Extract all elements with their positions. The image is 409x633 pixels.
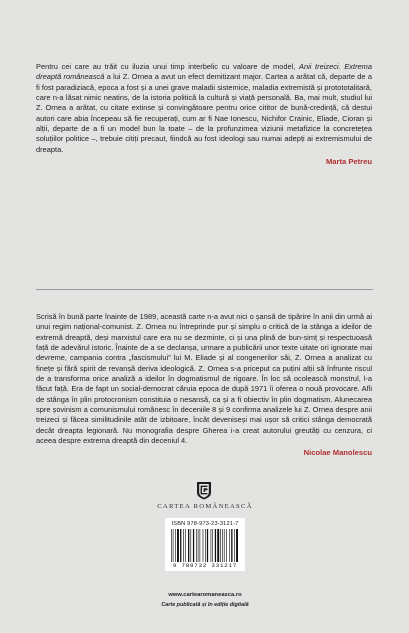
barcode-bar xyxy=(215,529,216,562)
barcode-bar xyxy=(171,529,172,562)
barcode-bar xyxy=(200,529,201,562)
publisher-name: CARTEA ROMÂNEASCĂ xyxy=(157,503,253,510)
barcode-bar xyxy=(198,529,199,562)
barcode-bar xyxy=(175,529,176,562)
barcode-bar xyxy=(193,529,194,562)
digital-edition-note: Carte publicată și în ediție digitală xyxy=(161,602,249,608)
barcode-bar xyxy=(180,529,181,562)
cr-shield-logo-icon xyxy=(196,481,212,500)
quote-1-author: Marta Petreu xyxy=(325,157,372,167)
quote-1-segment: Pentru cei care au trăit cu iluzia unui timp interbelic cu valoare de model, xyxy=(36,62,299,71)
barcode-digits: 9 789732 331217 xyxy=(172,562,238,569)
barcode-bar xyxy=(185,529,186,562)
barcode-bar xyxy=(229,529,230,562)
barcode-bar xyxy=(231,529,232,562)
barcode-bar xyxy=(188,529,189,562)
barcode-bar xyxy=(196,529,197,562)
review-quote-2 xyxy=(36,312,372,457)
quote-1-segment: a lui Z. Ornea a avut un efect demitizant major. Cartea a arătat că, departe de a fi fost paradiziacă, epoca a fost și a unei grave maladii sistemice, maladia extremistă și protototalitară, care n-a lăsat nimic neatins, de la istoria politică la cultură și viață personală. Ba, mai mult, studiul lui Z. Ornea a arătat, cu citate extinse și convingătoare pentru orice cititor de bună-credință, că destui autori care abia începeau să fie recuperați, cum ar fi Nae Ionescu, Nichifor Crainic, Eliade, Cioran și alții, departe de a fi un model bun la toate – de la profunzimea viziunii metafizice la concretețea soluțiilor politice –, trebuie citiți precaut, fiindcă au fost ideologi sau numai adepți ai extremismului de dreapta. xyxy=(36,72,372,154)
quote-2-text: Scrisă în bună parte înainte de 1989, această carte n-a avut nici o șansă de tipărire în anii din urmă ai unui regim național-comunist. Z. Ornea nu întreprinde pur și simplu o critică de la stânga a ideilor de extremă dreaptă, deși marxistul care era nu se dezminte, ci și una plină de bun-simț și respectuoasă față de adevărul istoric. Înainte de a se declanșa, urmare a publicării unor texte uitate ori ignorate mai devreme, campania contra „fascismului” lui M. Eliade și al congenerilor săi, Z. Ornea a analizat cu finețe și fără spirit de revanșă deriva ideologică. Z. Ornea s-a priceput ca puțini alții să înfrunte riscul de a transforma orice analiză a ideilor în dogmatismul de rigoare. În loc să ocolească monstrul, l-a făcut față. Era de fapt un social-democrat căruia epoca de după 1971 îi oferea o nouă provocare. Afli de stânga în plin protocronism constituia o nesansă, ca și a fi obiectiv în plin dogmatism. Alunecarea spre șovinism a comunismului românesc în deceniile 8 și 9 confirma analizele lui Z. Ornea despre anii treizeci și făcea similitudinile atât de izbitoare, încât deveniseși mai ușor să critici stânga democrată decât dreapta legionară. Nu monografia despre Gherea i-a creat autorului greutăți cu cenzura, ci aceea despre extrema dreaptă din deceniul 4. xyxy=(36,312,372,446)
barcode-bar xyxy=(234,529,235,562)
quote-1-text xyxy=(36,62,372,155)
publisher-website: www.cartearomaneasca.ro xyxy=(168,592,242,598)
barcode-bar xyxy=(205,529,206,562)
barcode-bar xyxy=(173,529,174,562)
book-title-italic: Anii treizeci. Extrema dreaptă românească xyxy=(36,62,372,82)
barcode-bar xyxy=(217,529,219,562)
quote-2-author: Nicolae Manolescu xyxy=(303,448,372,458)
barcode xyxy=(171,529,239,562)
barcode-bar xyxy=(222,529,223,562)
isbn-barcode-label xyxy=(165,518,245,571)
barcode-bar xyxy=(207,529,208,562)
section-divider xyxy=(36,289,373,290)
barcode-bar xyxy=(220,529,221,562)
barcode-bar xyxy=(183,529,184,562)
barcode-bar xyxy=(203,529,204,562)
barcode-bar xyxy=(226,529,227,562)
barcode-bar xyxy=(190,529,191,562)
barcode-bar xyxy=(236,529,238,562)
barcode-bar xyxy=(224,529,225,562)
isbn-number: ISBN 978-973-23-3121-7 xyxy=(171,521,239,527)
barcode-bar xyxy=(212,529,213,562)
barcode-bar xyxy=(211,529,212,562)
barcode-bar xyxy=(177,529,179,562)
publisher-logo xyxy=(178,481,230,500)
review-quote-1 xyxy=(36,62,372,166)
